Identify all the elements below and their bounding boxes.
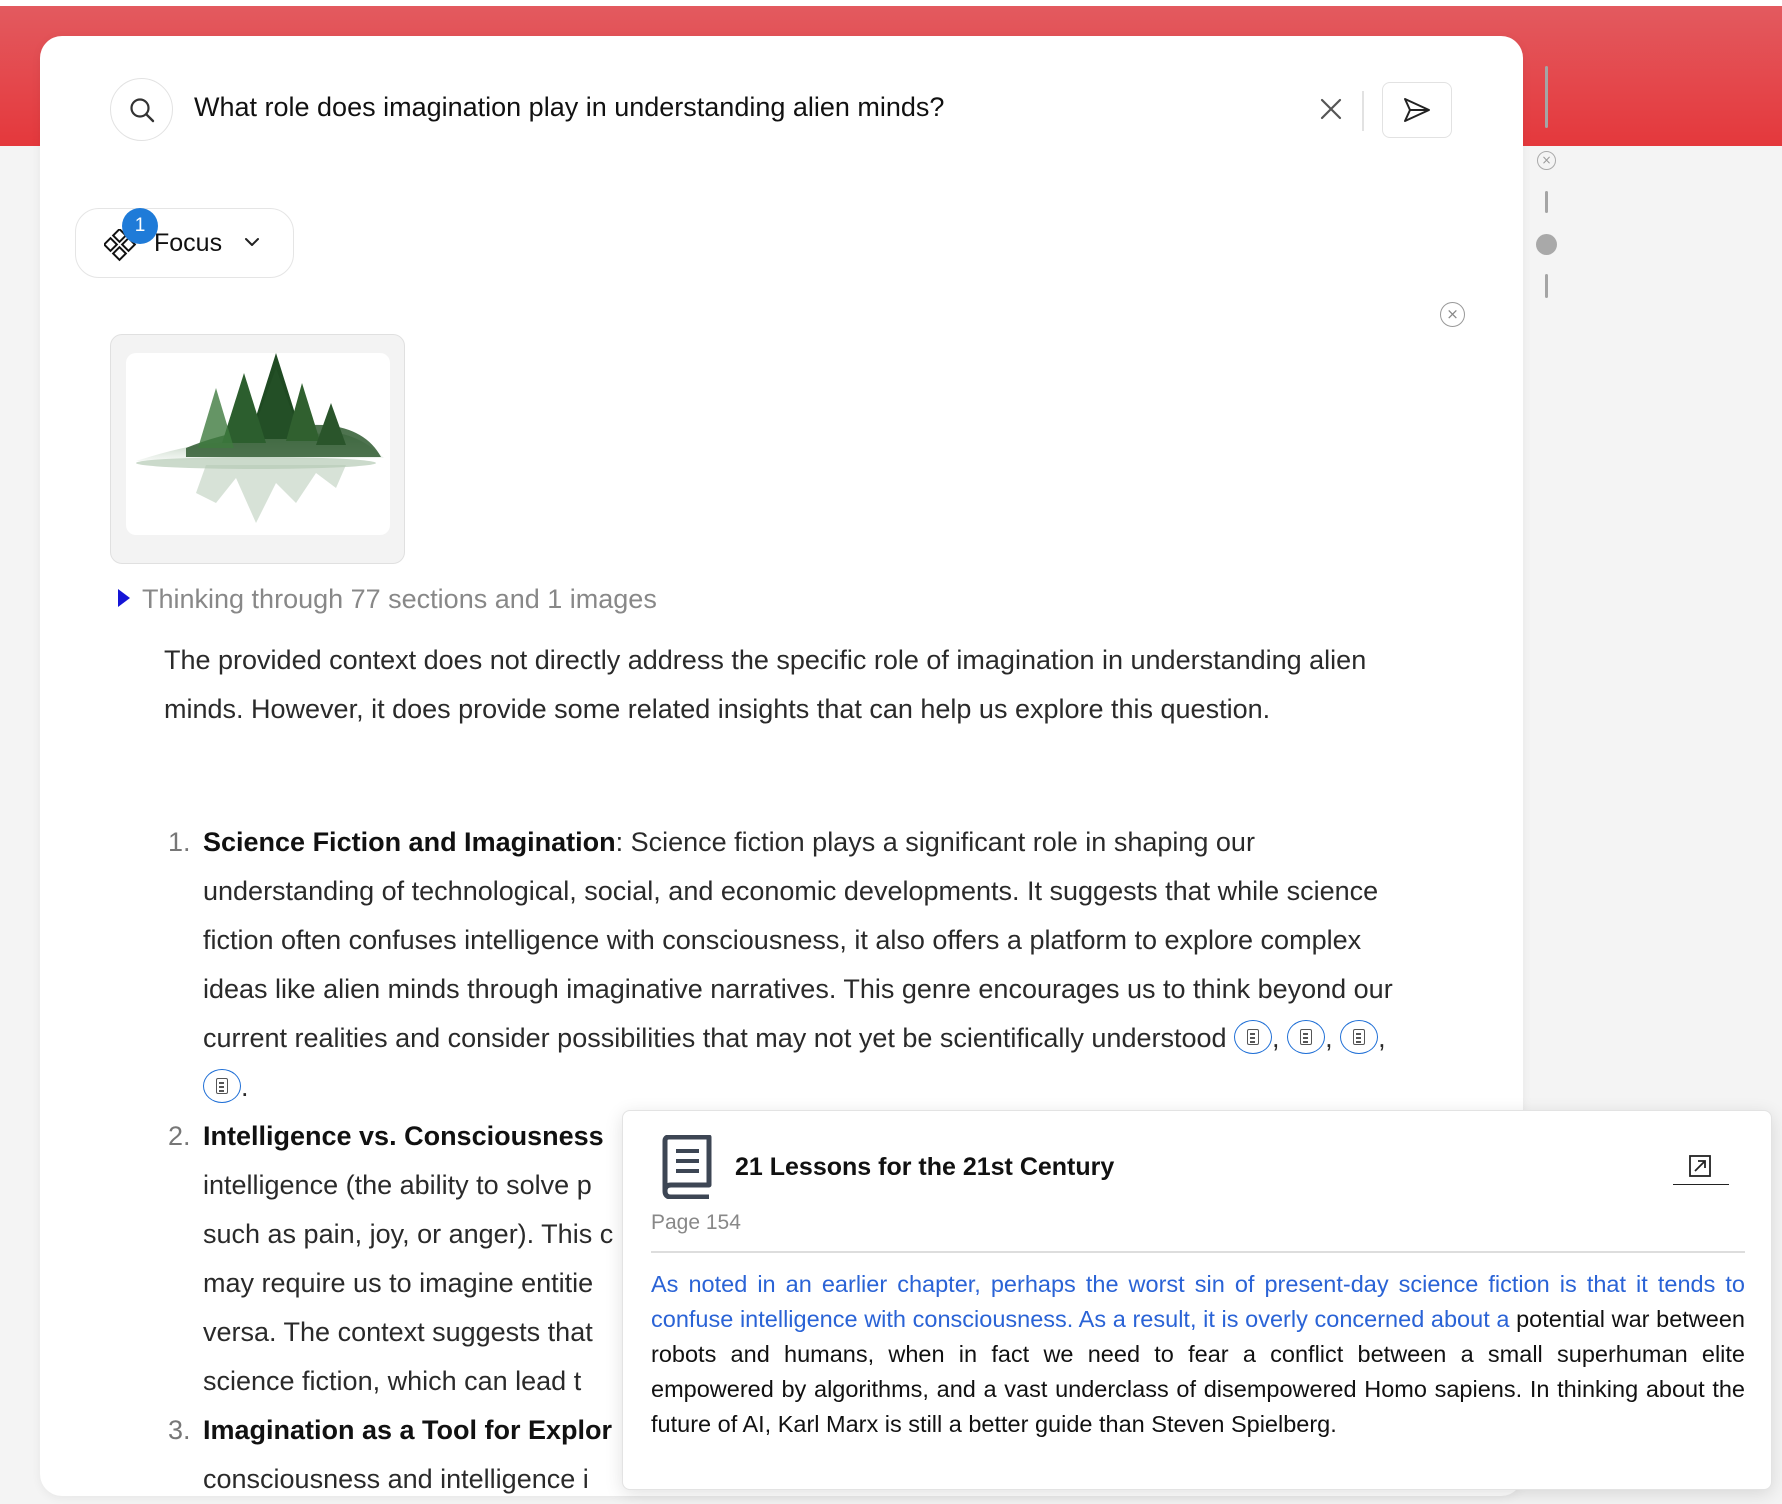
focus-label: Focus (154, 229, 223, 257)
rail-node[interactable] (1536, 234, 1557, 255)
divider (1362, 91, 1364, 131)
close-icon (1316, 94, 1346, 124)
list-item-title: Imagination as a Tool for Explor (203, 1415, 613, 1445)
citation-button[interactable] (1234, 1020, 1272, 1054)
rail-segment (1545, 191, 1548, 213)
citation-button[interactable] (1287, 1020, 1325, 1054)
list-item-title: Science Fiction and Imagination (203, 827, 616, 857)
list-item-line: may require us to imagine entitie (203, 1268, 594, 1298)
list-item-line: science fiction, which can lead t (203, 1366, 582, 1396)
open-source-button[interactable] (1673, 1153, 1729, 1185)
search-button[interactable] (110, 78, 173, 141)
divider (651, 1251, 1745, 1253)
list-item-title: Intelligence vs. Consciousness (203, 1121, 604, 1151)
document-icon (216, 1078, 228, 1094)
search-icon (128, 96, 156, 124)
book-icon (659, 1135, 713, 1199)
rail-segment (1545, 274, 1548, 298)
list-item-line: consciousness and intelligence i (203, 1464, 589, 1494)
chevron-down-icon (244, 237, 260, 247)
source-page: Page 154 (651, 1211, 741, 1234)
list-number: 3. (168, 1415, 191, 1445)
rail-close-icon[interactable]: × (1537, 151, 1556, 170)
source-excerpt (651, 1267, 1745, 1442)
list-item-line: such as pain, joy, or anger). This c (203, 1219, 614, 1249)
island-image (126, 353, 390, 535)
focus-button[interactable] (75, 208, 294, 278)
citation-popup (622, 1110, 1772, 1490)
list-item-line: versa. The context suggests that (203, 1317, 593, 1347)
thinking-label: Thinking through 77 sections and 1 images (142, 584, 657, 614)
document-icon (1353, 1029, 1365, 1045)
document-icon (1247, 1029, 1259, 1045)
expand-triangle-icon (118, 589, 130, 607)
list-number: 2. (168, 1121, 191, 1151)
excerpt-rest: potential war between robots and humans, when in fact we need to fear a conflict between a small superhuman elite empowered by algorithms, and a vast underclass of disempowered Homo sapiens. In thinking about the future of AI, Karl Marx is still a better guide than Steven Spielberg. (651, 1306, 1745, 1437)
list-item: 1. Science Fiction and Imagination: Science fiction plays a significant role in shaping our understanding of technological, social, and economic developments. It suggests that while science fiction often confuses intelligence with consciousness, it also offers a platform to explore complex ideas like alien minds through imaginative narratives. This genre encourages us to think beyond our current realities and consider possibilities that may not yet be scientifically understood , , , . (164, 818, 1394, 1112)
open-external-icon (1687, 1153, 1713, 1179)
search-input[interactable]: What role does imagination play in understanding alien minds? (194, 92, 945, 122)
list-item-line: intelligence (the ability to solve p (203, 1170, 592, 1200)
list-number: 1. (168, 827, 191, 857)
list-item-text: : Science fiction plays a significant role in shaping our understanding of technological, social, and economic developments. It suggests that while science fiction often confuses intelligence with consciousness, it also offers a platform to explore complex ideas like alien minds through imaginative narratives. This genre encourages us to think beyond our current realities and consider possibilities that may not yet be scientifically understood (203, 827, 1393, 1053)
dismiss-icon[interactable]: × (1440, 302, 1465, 327)
send-icon (1402, 96, 1432, 124)
send-button[interactable] (1382, 82, 1452, 138)
excerpt-highlight: As noted in an earlier chapter, perhaps the worst sin of present-day science fiction is that it tends to confuse intelligence with consciousness. As a result, it is overly concerned about a (651, 1271, 1745, 1332)
source-title: 21 Lessons for the 21st Century (735, 1153, 1115, 1181)
clear-button[interactable] (1316, 94, 1346, 124)
citation-button[interactable] (1340, 1020, 1378, 1054)
document-icon (1300, 1029, 1312, 1045)
attached-image-card[interactable] (110, 334, 405, 564)
thinking-toggle[interactable] (118, 584, 657, 615)
citation-button[interactable] (203, 1069, 241, 1103)
answer-intro: The provided context does not directly address the specific role of imagination in understanding alien minds. However, it does provide some related insights that can help us explore this question. (164, 645, 1367, 724)
focus-count-badge: 1 (122, 208, 158, 244)
rail-segment (1545, 66, 1548, 128)
